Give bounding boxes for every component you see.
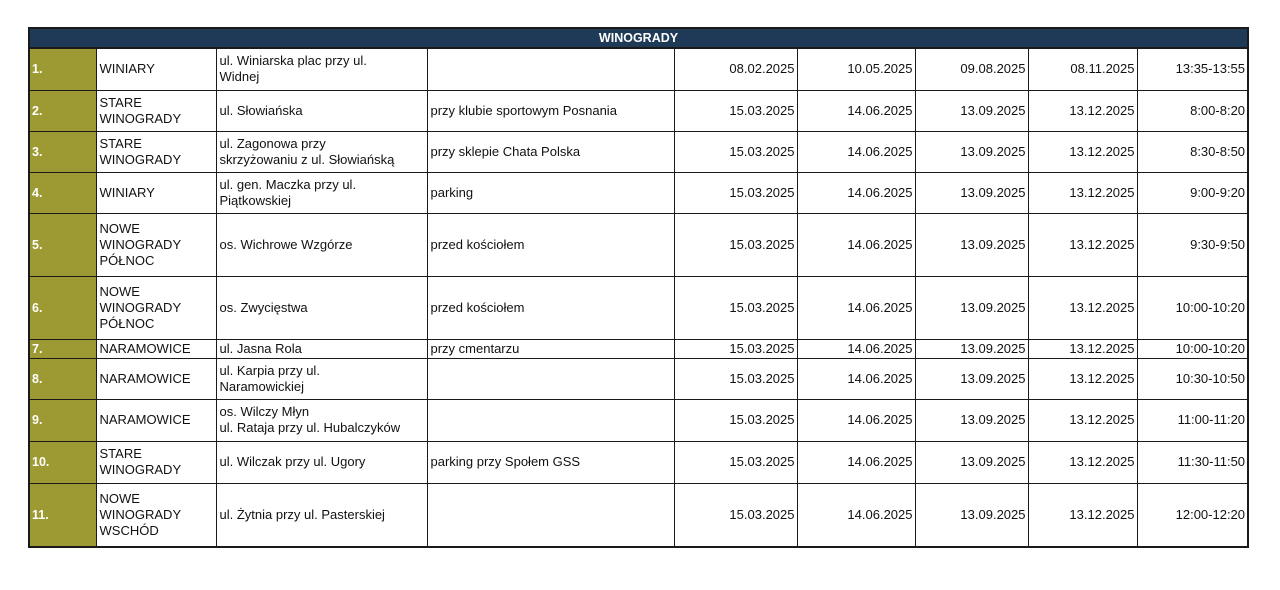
date-cell-3: 13.09.2025	[915, 276, 1028, 339]
date-cell-3: 13.09.2025	[915, 213, 1028, 276]
row-number: 10.	[29, 441, 96, 483]
title-row	[29, 28, 1248, 48]
table-row	[29, 213, 1248, 276]
place-cell: przy cmentarzu	[427, 339, 674, 358]
time-cell: 8:30-8:50	[1137, 131, 1248, 172]
district-cell: WINIARY	[96, 48, 216, 90]
street-cell: os. Wilczy Młyn ul. Rataja przy ul. Hubalczyków	[216, 399, 427, 441]
street-cell: ul. Słowiańska	[216, 90, 427, 131]
date-cell-3: 13.09.2025	[915, 399, 1028, 441]
street-cell: os. Zwycięstwa	[216, 276, 427, 339]
date-cell-2: 14.06.2025	[797, 483, 915, 547]
table-title: WINOGRADY	[29, 28, 1248, 48]
place-cell	[427, 48, 674, 90]
date-cell-4: 13.12.2025	[1028, 131, 1137, 172]
row-number: 9.	[29, 399, 96, 441]
date-cell-4: 13.12.2025	[1028, 276, 1137, 339]
time-cell: 10:30-10:50	[1137, 358, 1248, 399]
date-cell-2: 14.06.2025	[797, 131, 915, 172]
row-number: 7.	[29, 339, 96, 358]
date-cell-4: 13.12.2025	[1028, 358, 1137, 399]
date-cell-2: 14.06.2025	[797, 339, 915, 358]
time-cell: 9:00-9:20	[1137, 172, 1248, 213]
date-cell-1: 15.03.2025	[674, 399, 797, 441]
date-cell-3: 13.09.2025	[915, 483, 1028, 547]
place-cell	[427, 358, 674, 399]
district-cell: WINIARY	[96, 172, 216, 213]
date-cell-2: 14.06.2025	[797, 172, 915, 213]
date-cell-2: 14.06.2025	[797, 358, 915, 399]
date-cell-1: 15.03.2025	[674, 358, 797, 399]
street-cell: os. Wichrowe Wzgórze	[216, 213, 427, 276]
time-cell: 9:30-9:50	[1137, 213, 1248, 276]
date-cell-4: 13.12.2025	[1028, 172, 1137, 213]
row-number: 5.	[29, 213, 96, 276]
date-cell-4: 13.12.2025	[1028, 483, 1137, 547]
street-cell: ul. Karpia przy ul. Naramowickiej	[216, 358, 427, 399]
place-cell: przed kościołem	[427, 213, 674, 276]
district-cell: STARE WINOGRADY	[96, 131, 216, 172]
district-cell: NARAMOWICE	[96, 358, 216, 399]
district-cell: NOWE WINOGRADY WSCHÓD	[96, 483, 216, 547]
table-row	[29, 131, 1248, 172]
date-cell-2: 10.05.2025	[797, 48, 915, 90]
date-cell-4: 08.11.2025	[1028, 48, 1137, 90]
street-cell: ul. Winiarska plac przy ul. Widnej	[216, 48, 427, 90]
place-cell: przy sklepie Chata Polska	[427, 131, 674, 172]
place-cell	[427, 399, 674, 441]
schedule-table	[28, 27, 1249, 548]
date-cell-3: 13.09.2025	[915, 90, 1028, 131]
time-cell: 12:00-12:20	[1137, 483, 1248, 547]
row-number: 6.	[29, 276, 96, 339]
street-cell: ul. Jasna Rola	[216, 339, 427, 358]
time-cell: 13:35-13:55	[1137, 48, 1248, 90]
date-cell-4: 13.12.2025	[1028, 213, 1137, 276]
street-cell: ul. Zagonowa przy skrzyżowaniu z ul. Słowiańską	[216, 131, 427, 172]
time-cell: 11:30-11:50	[1137, 441, 1248, 483]
table-row	[29, 358, 1248, 399]
time-cell: 8:00-8:20	[1137, 90, 1248, 131]
date-cell-2: 14.06.2025	[797, 441, 915, 483]
street-cell: ul. Żytnia przy ul. Pasterskiej	[216, 483, 427, 547]
date-cell-3: 13.09.2025	[915, 172, 1028, 213]
place-cell: parking przy Społem GSS	[427, 441, 674, 483]
date-cell-3: 09.08.2025	[915, 48, 1028, 90]
time-cell: 10:00-10:20	[1137, 276, 1248, 339]
place-cell: parking	[427, 172, 674, 213]
row-number: 2.	[29, 90, 96, 131]
district-cell: STARE WINOGRADY	[96, 441, 216, 483]
date-cell-1: 15.03.2025	[674, 172, 797, 213]
date-cell-1: 15.03.2025	[674, 483, 797, 547]
table-row	[29, 90, 1248, 131]
table-row	[29, 276, 1248, 339]
date-cell-1: 15.03.2025	[674, 276, 797, 339]
time-cell: 11:00-11:20	[1137, 399, 1248, 441]
date-cell-4: 13.12.2025	[1028, 90, 1137, 131]
district-cell: STARE WINOGRADY	[96, 90, 216, 131]
district-cell: NOWE WINOGRADY PÓŁNOC	[96, 213, 216, 276]
table-row	[29, 483, 1248, 547]
date-cell-4: 13.12.2025	[1028, 399, 1137, 441]
row-number: 11.	[29, 483, 96, 547]
table-row	[29, 441, 1248, 483]
date-cell-3: 13.09.2025	[915, 339, 1028, 358]
date-cell-1: 15.03.2025	[674, 441, 797, 483]
date-cell-1: 08.02.2025	[674, 48, 797, 90]
date-cell-2: 14.06.2025	[797, 399, 915, 441]
date-cell-2: 14.06.2025	[797, 90, 915, 131]
date-cell-1: 15.03.2025	[674, 131, 797, 172]
time-cell: 10:00-10:20	[1137, 339, 1248, 358]
date-cell-1: 15.03.2025	[674, 90, 797, 131]
row-number: 8.	[29, 358, 96, 399]
date-cell-4: 13.12.2025	[1028, 339, 1137, 358]
date-cell-4: 13.12.2025	[1028, 441, 1137, 483]
place-cell: przy klubie sportowym Posnania	[427, 90, 674, 131]
row-number: 4.	[29, 172, 96, 213]
place-cell	[427, 483, 674, 547]
date-cell-3: 13.09.2025	[915, 441, 1028, 483]
district-cell: NARAMOWICE	[96, 399, 216, 441]
district-cell: NOWE WINOGRADY PÓŁNOC	[96, 276, 216, 339]
row-number: 3.	[29, 131, 96, 172]
table-row	[29, 399, 1248, 441]
street-cell: ul. Wilczak przy ul. Ugory	[216, 441, 427, 483]
date-cell-2: 14.06.2025	[797, 276, 915, 339]
date-cell-2: 14.06.2025	[797, 213, 915, 276]
date-cell-1: 15.03.2025	[674, 213, 797, 276]
place-cell: przed kościołem	[427, 276, 674, 339]
table-row	[29, 339, 1248, 358]
table-row	[29, 48, 1248, 90]
district-cell: NARAMOWICE	[96, 339, 216, 358]
row-number: 1.	[29, 48, 96, 90]
street-cell: ul. gen. Maczka przy ul. Piątkowskiej	[216, 172, 427, 213]
table-row	[29, 172, 1248, 213]
date-cell-1: 15.03.2025	[674, 339, 797, 358]
date-cell-3: 13.09.2025	[915, 358, 1028, 399]
date-cell-3: 13.09.2025	[915, 131, 1028, 172]
